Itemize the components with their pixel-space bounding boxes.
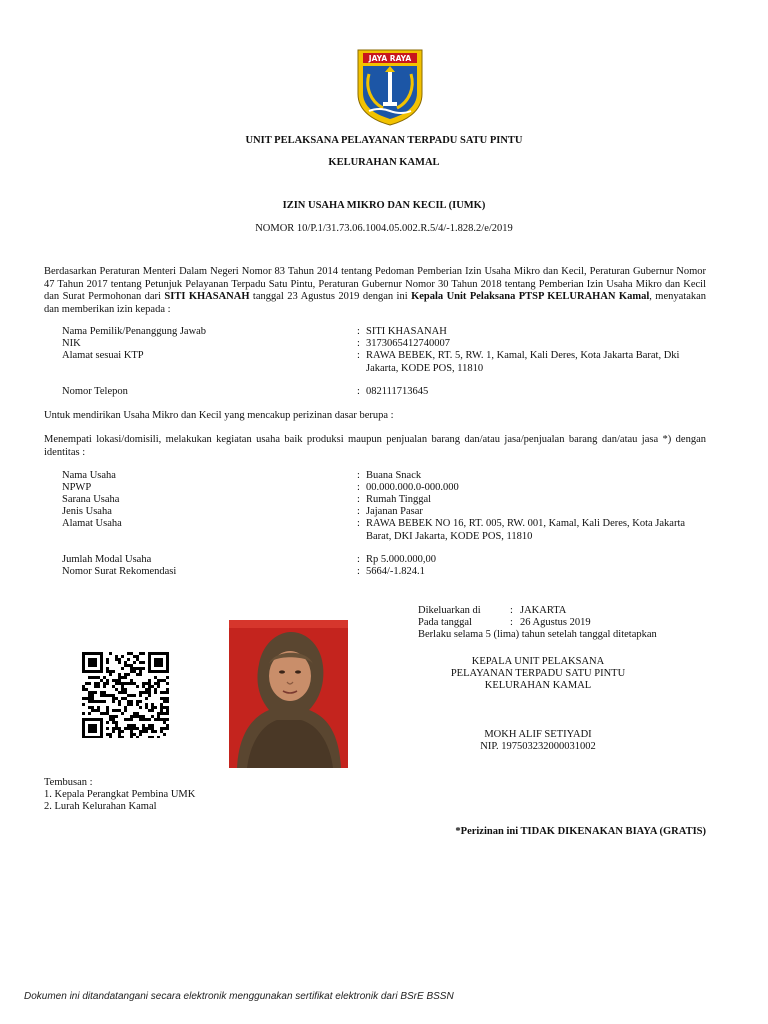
unit-heading: UNIT PELAKSANA PELAYANAN TERPADU SATU PINTU [245, 135, 523, 146]
intro-text-middle: tanggal 23 Agustus 2019 dengan ini [252, 291, 408, 302]
owner-name-value: SITI KHASANAH [366, 326, 447, 337]
capital-label: Jumlah Modal Usaha [62, 554, 152, 565]
signatory-nip: NIP. 197503232000031002 [480, 741, 596, 752]
official-title-inline: Kepala Unit Pelaksana PTSP KELURAHAN Kamal [411, 291, 650, 302]
npwp-label: NPWP [62, 482, 92, 493]
colon: : [357, 326, 360, 337]
issue-date-label: Pada tanggal [418, 617, 472, 628]
intro-text-before: Berdasarkan Peraturan Menteri Dalam Negeri Nomor 83 Tahun 2014 tentang Pedoman Pemberian Izin Usaha Mikro dan Kecil, Peraturan Gubernur Nomor 47 Tahun 2017 tentang Petunjuk Pelayanan Terpadu Satu Pintu, Peraturan Gubernur Nomor 30 Tahun 2018 tentang Pemberian Izin Usaha Mikro dan Kecil dan Surat Permohonan dari [44, 266, 706, 302]
owner-phone-value: 082111713645 [366, 386, 429, 397]
colon: : [357, 518, 360, 529]
owner-phone-row [62, 386, 712, 399]
business-type-label: Jenis Usaha [62, 506, 112, 517]
cc-item: 1. Kepala Perangkat Pembina UMK [44, 789, 196, 800]
issue-date-value: 26 Agustus 2019 [520, 617, 591, 628]
issue-place-label: Dikeluarkan di [418, 605, 481, 616]
owner-address-row [62, 350, 712, 374]
validity-text: Berlaku selama 5 (lima) tahun setelah tanggal ditetapkan [418, 629, 657, 640]
signatory-title-line-1: KEPALA UNIT PELAKSANA [471, 656, 605, 667]
capital-value: Rp 5.000.000,00 [366, 554, 437, 565]
owner-nik-value: 3173065412740007 [366, 338, 450, 349]
owner-address-value: RAWA BEBEK, RT. 5, RW. 1, Kamal, Kali Deres, Kota Jakarta Barat, Dki Jakarta, KODE POS, 11810 [366, 350, 680, 374]
recommendation-label: Nomor Surat Rekomendasi [62, 566, 177, 577]
kelurahan-heading: KELURAHAN KAMAL [328, 157, 440, 168]
jakarta-coat-of-arms-logo [355, 48, 425, 126]
colon: : [357, 494, 360, 505]
capital-row [62, 554, 712, 567]
recommendation-row [62, 566, 712, 579]
business-type-value: Jajanan Pasar [366, 506, 423, 517]
business-facility-value: Rumah Tinggal [366, 494, 432, 505]
colon: : [510, 617, 513, 628]
colon: : [357, 350, 360, 361]
owner-nik-row [62, 338, 712, 351]
intro-paragraph [44, 266, 706, 316]
issuance-block [418, 605, 718, 645]
owner-phone-label: Nomor Telepon [62, 386, 128, 397]
business-name-label: Nama Usaha [62, 470, 116, 481]
business-name-row [62, 470, 712, 483]
owner-name-label: Nama Pemilik/Penanggung Jawab [62, 326, 207, 337]
business-address-label: Alamat Usaha [62, 518, 122, 529]
issue-date-row [418, 617, 718, 630]
business-facility-label: Sarana Usaha [62, 494, 120, 505]
issue-place-row [418, 605, 718, 618]
colon: : [357, 338, 360, 349]
intro-text-after: , menyatakan dan memberikan izin kepada : [44, 291, 707, 315]
svg-text:JAYA RAYA: JAYA RAYA [368, 54, 412, 63]
applicant-photo [229, 620, 348, 768]
electronic-signature-note: Dokumen ini ditandatangani secara elektronik menggunakan sertifikat elektronik dari BSrE BSSN [24, 991, 454, 1002]
colon: : [357, 506, 360, 517]
owner-address-label: Alamat sesuai KTP [62, 350, 144, 361]
business-address-row [62, 518, 712, 542]
qr-code-icon [80, 652, 170, 738]
fee-note: *Perizinan ini TIDAK DIKENAKAN BIAYA (GRATIS) [455, 826, 706, 837]
colon: : [357, 470, 360, 481]
colon: : [357, 386, 360, 397]
business-address-value: RAWA BEBEK NO 16, RT. 005, RW. 001, Kamal, Kali Deres, Kota Jakarta Barat, DKI Jakarta, KODE POS, 11810 [366, 518, 686, 542]
document-title: IZIN USAHA MIKRO DAN KECIL (IUMK) [282, 200, 486, 211]
document-number: NOMOR 10/P.1/31.73.06.1004.05.002.R.5/4/-1.828.2/e/2019 [255, 223, 513, 234]
issue-place-value: JAKARTA [520, 605, 567, 616]
signatory-title-line-2: PELAYANAN TERPADU SATU PINTU [450, 668, 626, 679]
recommendation-value: 5664/-1.824.1 [366, 566, 425, 577]
licensing-paragraph: Untuk mendirikan Usaha Mikro dan Kecil yang mencakup perizinan dasar berupa : [44, 410, 394, 421]
owner-nik-label: NIK [62, 338, 81, 349]
cc-title: Tembusan : [44, 777, 93, 788]
business-name-value: Buana Snack [366, 470, 422, 481]
business-facility-row [62, 494, 712, 507]
signatory-title-line-3: KELURAHAN KAMAL [484, 680, 592, 691]
location-paragraph: Menempati lokasi/domisili, melakukan kegiatan usaha baik produksi maupun penjualan barang dan/atau jasa/penjualan barang dan/atau jasa *) dengan identitas : [44, 434, 706, 458]
npwp-row [62, 482, 712, 495]
colon: : [510, 605, 513, 616]
business-type-row [62, 506, 712, 519]
colon: : [357, 482, 360, 493]
cc-item: 2. Lurah Kelurahan Kamal [44, 801, 157, 812]
colon: : [357, 554, 360, 565]
applicant-name-inline: SITI KHASANAH [164, 291, 250, 302]
signatory-name: MOKH ALIF SETIYADI [484, 729, 592, 740]
owner-name-row [62, 326, 712, 339]
npwp-value: 00.000.000.0-000.000 [366, 482, 459, 493]
colon: : [357, 566, 360, 577]
